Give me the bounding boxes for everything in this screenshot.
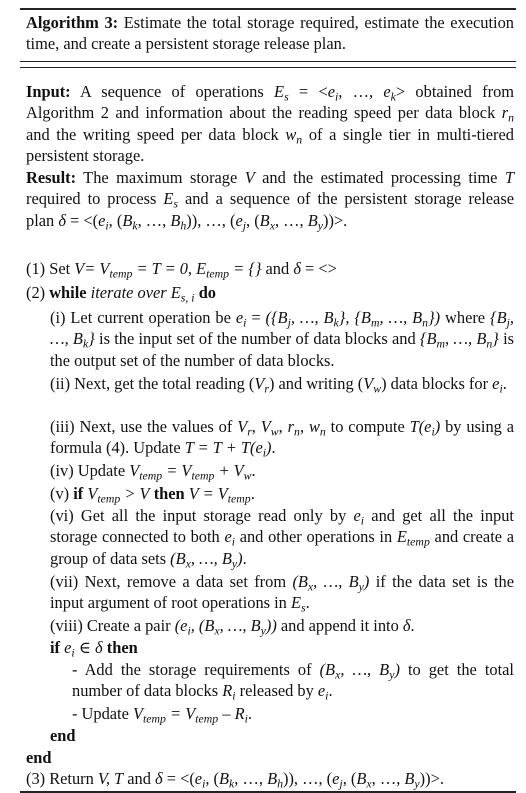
result-block: Result: The maximum storage V and the estimated processing time T required to process $E_s$ and a sequence of the persistent storage release plan $\delta = <(e_i$, ($B_k$, …, $B_h$)), …, ($e_j$, ($B_x$, …, $B_y))>$.	[26, 168, 514, 233]
step-i: (i) Let current operation be $e_i = (\{B_j$, …, $B_k$}, {$B_m$, …, $B_n$}) where {$B_j$, …, $B_k$} is the input set of the number of data blocks and {$B_m$, …, $B_n$} is the output set of the number of data blocks.	[50, 308, 515, 370]
end-outer: end	[26, 748, 52, 767]
step-2-while: (2) while iterate over $E_{s, i}$ do	[26, 283, 216, 305]
step-viii: (viii) Create a pair ($e_i$, ($B_x$, …, $B_y$)) and append it into δ.	[50, 616, 415, 638]
step-v: (v) if $V_{temp} > V$ then $V = V_{temp}$.	[50, 484, 255, 506]
step-add: - Add the storage requirements of ($B_x$, …, $B_y$) to get the total number of data blocks $R_i$ released by $e_i$.	[72, 660, 514, 703]
step-1: (1) Set $V= V_{temp} = T = 0$, $E_{temp}$ = {} and δ = <>	[26, 259, 337, 281]
algorithm-caption	[26, 12, 514, 55]
result-label: Result:	[26, 168, 77, 187]
step-vi: (vi) Get all the input storage read only by $e_i$ and get all the input storage connected to both $e_i$ and other operations in $E_{temp}$ and create a group of data sets ($B_x$, …, $B_y$).	[50, 506, 514, 571]
step-3: (3) Return V, T and $\delta = <(e_i$, ($B_k$, …, $B_h$)), …, ($e_j$, ($B_x$, …, $B_y))>$.	[26, 769, 444, 791]
caption-label: Algorithm 3:	[26, 13, 119, 32]
step-iv: (iv) Update $V_{temp} = V_{temp} + V_w$.	[50, 461, 256, 483]
caption-text: Estimate the total storage required, estimate the execution time, and create a persistent storage release plan.	[26, 13, 514, 54]
step-update: - Update $V_{temp} = V_{temp} - R_i$.	[72, 704, 252, 726]
step-iii: (iii) Next, use the values of $V_r$, $V_w$, $r_n$, $w_n$ to compute $T(e_i)$ by using a formula (4). Update $T = T + T(e_i)$.	[50, 417, 515, 460]
end-inner: end	[50, 726, 76, 745]
input-block: Input: A sequence of operations $E_s = <e_i$, …, $e_k>$ obtained from Algorithm 2 and information about the reading speed per data block $r_n$ and the writing speed per data block $w_n$ of a single tier in multi-tiered persistent storage.	[26, 82, 515, 166]
end-while	[26, 747, 514, 768]
caption-rule	[20, 61, 516, 62]
top-rule	[20, 8, 516, 10]
if-clause: if $e_i$ ∈ δ then	[50, 638, 138, 660]
step-ii: (ii) Next, get the total reading $(V_r)$ and writing $(V_w)$ data blocks for $e_i$.	[50, 374, 507, 396]
input-label: Input:	[26, 82, 71, 101]
end-if	[50, 725, 514, 746]
caption-rule-2	[20, 67, 516, 68]
step-vii: (vii) Next, remove a data set from ($B_x$, …, $B_y$) if the data set is the input argument of root operations in $E_s$.	[50, 572, 515, 615]
